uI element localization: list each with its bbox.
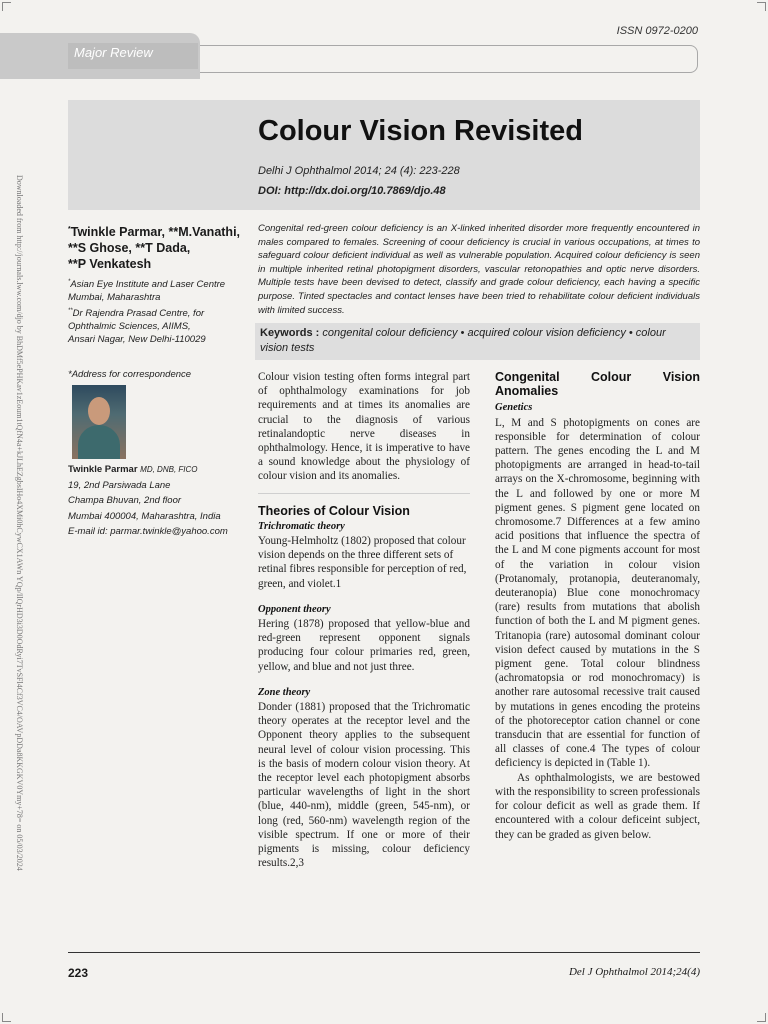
article-citation: Delhi J Ophthalmol 2014; 24 (4): 223-228	[258, 165, 460, 177]
affiliation-2-location: Ansari Nagar, New Delhi-110029	[68, 334, 206, 346]
affiliation-1-name: Asian Eye Institute and Laser Centre	[70, 279, 226, 291]
page-number: 223	[68, 966, 89, 980]
crop-mark-top-left	[2, 2, 11, 11]
genetics-paragraph: L, M and S photopigments on cones are responsible for determination of colour pattern. The genes encoding the L and M photopigments are arranged in head-to-tail arrays on the X-chromosome, beginning with the L and followed by one or more M pigment genes. S pigment gene located on chromosome.7 Differences at a few amino acid positions that influence the spectra of the L and M cone pigments account for most of the variation in colour vision (Protanomaly, protanopia, deuteranomaly, deuteranopia) Blue cone monochromacy (rare) results from mutations that abolish function of both the L and M pigment genes. Tritanopia (rare) autosomal dominant colour vision defect caused by mutations in the S pigment gene. Total colour blindness (achromatopsia or rod monochromacy) is another rare autosomal recessive trait caused by mutations in genes encoding the proteins of the photoreceptor cation channel or cone transducin that are essential for function of all classes of cone.4 The types of colour deficiency is depicted in (Table 1).	[495, 416, 700, 770]
section-divider	[258, 493, 470, 494]
genetics-heading: Genetics	[495, 402, 533, 414]
affiliation-1: *Asian Eye Institute and Laser Centre Mumbai, Maharashtra	[68, 276, 248, 304]
author-photo	[72, 385, 126, 459]
crop-mark-bottom-right	[757, 1013, 766, 1022]
keywords	[260, 326, 695, 356]
contact-address-2: Champa Bhuvan, 2nd floor	[68, 495, 182, 506]
crop-mark-top-right	[757, 2, 766, 11]
section-rule	[200, 45, 698, 73]
section-tab-bar	[0, 33, 700, 75]
article-doi[interactable]: DOI: http://dx.doi.org/10.7869/djo.48	[258, 185, 446, 197]
contact-degrees: MD, DNB, FICO	[140, 465, 198, 474]
footer-rule	[68, 952, 700, 953]
issn-label: ISSN 0972-0200	[616, 25, 698, 37]
contact-name: Twinkle Parmar	[68, 464, 138, 475]
trichromatic-heading: Trichromatic theory	[258, 520, 345, 532]
body-column-1	[258, 370, 470, 871]
congenital-heading: Congenital Colour Vision Anomalies	[495, 370, 700, 399]
section-tab-label: Major Review	[74, 45, 153, 60]
contact-email[interactable]: E-mail id: parmar.twinkle@yahoo.com	[68, 526, 228, 537]
author-list: *Twinkle Parmar, **M.Vanathi, **S Ghose, **T Dada, **P Venkatesh	[68, 222, 243, 272]
opponent-heading: Opponent theory	[258, 603, 331, 615]
opponent-paragraph: Hering (1878) proposed that yellow-blue and red-green represent opponent signals producing four colour primaries red, green, yellow, and blue and not just three.	[258, 618, 470, 673]
keywords-label: Keywords :	[260, 327, 320, 339]
keywords-list: congenital colour deficiency • acquired colour vision deficiency • colour vision tests	[260, 327, 666, 354]
theories-heading: Theories of Colour Vision	[258, 503, 410, 518]
journal-footer: Del J Ophthalmol 2014;24(4)	[568, 966, 700, 978]
ophthalmologists-paragraph: As ophthalmologists, we are bestowed with the responsibility to screen professionals for colour deficit as well as grade them. If encountered with a colour deficeint subject, they can be graded as given below.	[495, 771, 700, 841]
author-line-1: Twinkle Parmar, **M.Vanathi,	[70, 225, 241, 240]
abstract-text: Congenital red-green colour deficiency is an X-linked inherited disorder more frequently encountered in males compared to females. Screening of coour deficiency is crucial in various occupations, at times to safeguard colour deficient individual as well as vulnerable population. Acquired colour deficiency is seen in multiple inherited retinal photopigment disorders, vascular retonopathies and optic nerve disorders. Multiple tests have been devised to detect, classify and grade colour deficiency, each having a specific purpose. Tinted spectacles and contact lenses have been tried to rehabilitate colour deficient individuals with limited success.	[258, 223, 700, 316]
download-watermark-text: Downloaded from http://journals.lww.com/djo by BhDMf5ePHKav1zEoum1tQfN4a+kJLhEZgbsIHo4XMi0hCywCX1AWn YQp/IlQrHD3i3D0OdRyi7TvSFl4Cf3VC4/OAVpDDa8KKGKV0Ymy+78= on 05/03/2024	[15, 175, 24, 871]
correspondence-contact	[68, 462, 253, 540]
affiliation-1-location: Mumbai, Maharashtra	[68, 292, 161, 304]
affiliation-2: **Dr Rajendra Prasad Centre, for Ophthalmic Sciences, AIIMS, Ansari Nagar, New Delhi-110029	[68, 305, 248, 346]
zone-heading: Zone theory	[258, 686, 311, 698]
trichromatic-paragraph: Young-Helmholtz (1802) proposed that colour vision depends on the three different sets of retinal fibres responsible for perception of red, green, and violet.1	[258, 535, 467, 590]
body-column-2	[495, 370, 700, 842]
crop-mark-bottom-left	[2, 1013, 11, 1022]
article-title: Colour Vision Revisited	[258, 115, 583, 147]
contact-address-1: 19, 2nd Parsiwada Lane	[68, 479, 171, 491]
correspondence-note: *Address for correspondence	[68, 369, 192, 380]
author-line-2: **S Ghose, **T Dada,	[68, 241, 191, 256]
zone-paragraph: Donder (1881) proposed that the Trichromatic theory operates at the receptor level and the Opponent theory applies to the subsequent neural level of colour vision processing. This is the basis of modern colour vision theory. At the receptor level each photopigment absorbs particular wavelengths of light in the short (blue, 440-nm), middle (green, 545-nm), or long (red, 560-nm) wavelength region of the visible spectrum. If one or more of their pigments is missing, colour deficiency results.2,3	[258, 701, 470, 870]
affiliation-2-name: Dr Rajendra Prasad Centre, for	[72, 308, 205, 320]
contact-address-3: Mumbai 400004, Maharashtra, India	[68, 510, 221, 522]
intro-paragraph: Colour vision testing often forms integral part of ophthalmology examinations for job requirements and at times its anomalies are crucial to the diagnosis of various retinalandoptic nerve diseases in ophthalmology. Hence, it is imperative to have a sound knowledge about the physiology of colour vision and its anomalies.	[258, 371, 470, 483]
affiliation-2-line2: Ophthalmic Sciences, AIIMS,	[68, 321, 191, 333]
author-line-3: **P Venkatesh	[68, 257, 152, 272]
download-watermark	[10, 175, 24, 871]
